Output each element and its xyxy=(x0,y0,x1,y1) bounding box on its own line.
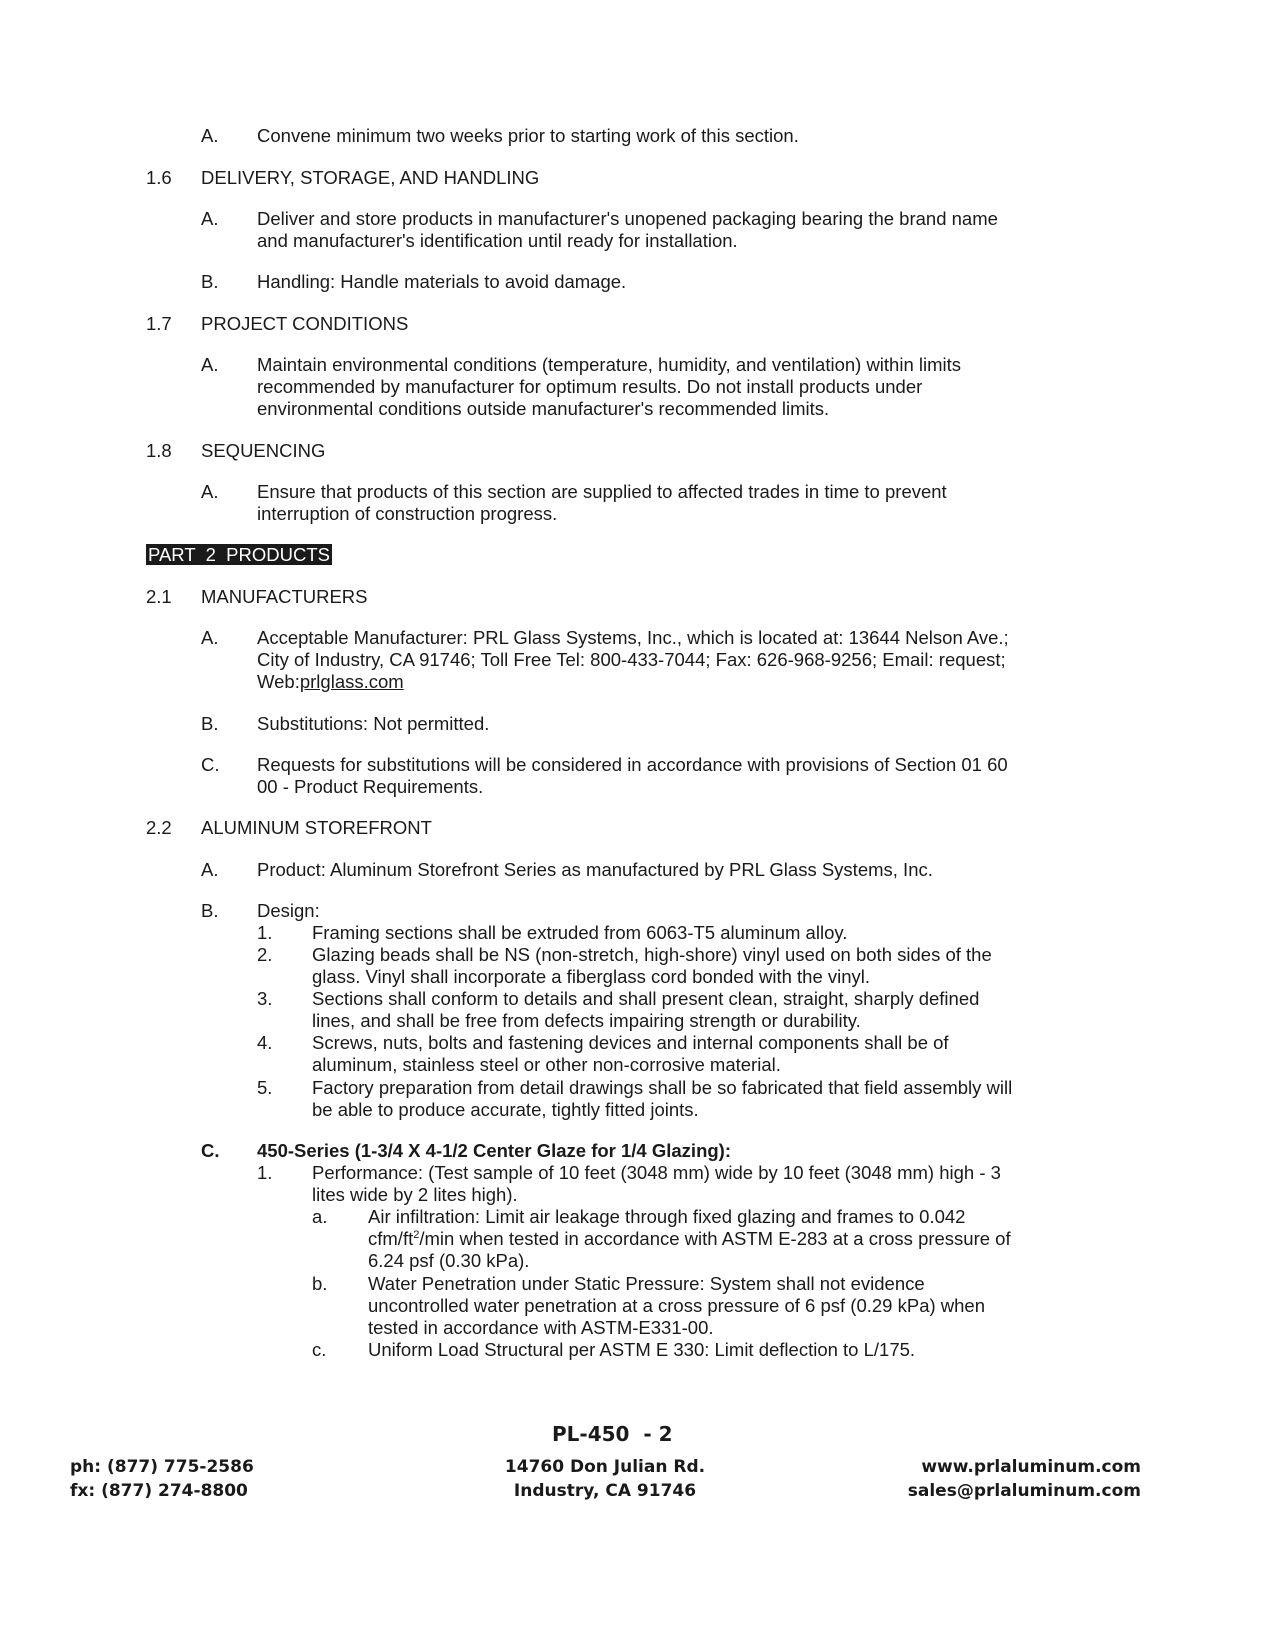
item-label: C. xyxy=(201,754,220,775)
sublist-letter: a. xyxy=(312,1206,328,1227)
item-label: A. xyxy=(201,354,219,375)
item-text: Acceptable Manufacturer: PRL Glass Systems, Inc., which is located at: 13644 Nelson Ave.; xyxy=(257,627,1009,648)
item-label: A. xyxy=(201,627,219,648)
item-label: B. xyxy=(201,900,219,921)
page-number: PL-450 - 2 xyxy=(552,1422,673,1446)
superscript: 2 xyxy=(413,1228,420,1241)
section-number: 1.6 xyxy=(146,167,172,188)
section-title: SEQUENCING xyxy=(201,440,326,461)
footer-fax: fx: (877) 274-8800 xyxy=(70,1481,248,1501)
item-text: City of Industry, CA 91746; Toll Free Tel: 800-433-7044; Fax: 626-968-9256; Email: request; xyxy=(257,649,1006,670)
unit-text: cfm/ft xyxy=(368,1228,414,1249)
list-item: Performance: (Test sample of 10 feet (3048 mm) wide by 10 feet (3048 mm) high - 3 xyxy=(312,1162,1001,1183)
sublist-letter: c. xyxy=(312,1339,327,1360)
sublist-item: 6.24 psf (0.30 kPa). xyxy=(368,1250,530,1271)
item-text: environmental conditions outside manufacturer's recommended limits. xyxy=(257,398,830,419)
footer-address-line1: 14760 Don Julian Rd. xyxy=(504,1457,706,1477)
section-number: 1.7 xyxy=(146,313,172,334)
list-number: 2. xyxy=(257,944,273,965)
list-number: 1. xyxy=(257,1162,273,1183)
list-item: Glazing beads shall be NS (non-stretch, high-shore) vinyl used on both sides of the xyxy=(312,944,992,965)
item-label: A. xyxy=(201,125,219,146)
item-text: Product: Aluminum Storefront Series as manufactured by PRL Glass Systems, Inc. xyxy=(257,859,933,880)
item-label: B. xyxy=(201,271,219,292)
list-item: Sections shall conform to details and shall present clean, straight, sharply defined xyxy=(312,988,980,1009)
section-number: 2.2 xyxy=(146,817,172,838)
unit-text-rest: /min when tested in accordance with ASTM E-283 at a cross pressure of xyxy=(419,1228,1011,1249)
item-text: 00 - Product Requirements. xyxy=(257,776,484,797)
list-item: aluminum, stainless steel or other non-corrosive material. xyxy=(312,1054,781,1075)
list-item: lites wide by 2 lites high). xyxy=(312,1184,518,1205)
list-item: Factory preparation from detail drawings shall be so fabricated that field assembly will xyxy=(312,1077,1013,1098)
sublist-item: uncontrolled water penetration at a cross pressure of 6 psf (0.29 kPa) when xyxy=(368,1295,986,1316)
footer-email[interactable]: sales@prlaluminum.com xyxy=(907,1481,1141,1501)
item-text: Substitutions: Not permitted. xyxy=(257,713,490,734)
item-text: Convene minimum two weeks prior to starting work of this section. xyxy=(257,125,799,146)
item-label: A. xyxy=(201,859,219,880)
sublist-item: Uniform Load Structural per ASTM E 330: Limit deflection to L/175. xyxy=(368,1339,916,1360)
list-item: be able to produce accurate, tightly fitted joints. xyxy=(312,1099,699,1120)
list-number: 3. xyxy=(257,988,273,1009)
list-number: 4. xyxy=(257,1032,273,1053)
part-heading-text: PART 2 PRODUCTS xyxy=(148,544,330,565)
item-text: and manufacturer's identification until ready for installation. xyxy=(257,230,738,251)
item-label: A. xyxy=(201,208,219,229)
item-text: interruption of construction progress. xyxy=(257,503,558,524)
sublist-letter: b. xyxy=(312,1273,328,1294)
sublist-item: Air infiltration: Limit air leakage through fixed glazing and frames to 0.042 xyxy=(368,1206,966,1227)
list-item: Framing sections shall be extruded from 6063-T5 aluminum alloy. xyxy=(312,922,848,943)
footer-address-line2: Industry, CA 91746 xyxy=(513,1481,697,1501)
item-label: B. xyxy=(201,713,219,734)
subsection-title: 450-Series (1-3/4 X 4-1/2 Center Glaze for 1/4 Glazing): xyxy=(257,1140,731,1161)
item-text xyxy=(257,670,404,693)
part-heading xyxy=(146,543,332,566)
section-title: MANUFACTURERS xyxy=(201,586,368,607)
section-number: 1.8 xyxy=(146,440,172,461)
list-item: Screws, nuts, bolts and fastening devices and internal components shall be of xyxy=(312,1032,949,1053)
item-text: recommended by manufacturer for optimum results. Do not install products under xyxy=(257,376,923,397)
item-text: Handling: Handle materials to avoid damage. xyxy=(257,271,627,292)
item-text: Deliver and store products in manufacturer's unopened packaging bearing the brand name xyxy=(257,208,998,229)
list-item: lines, and shall be free from defects impairing strength or durability. xyxy=(312,1010,861,1031)
sublist-item: tested in accordance with ASTM-E331-00. xyxy=(368,1317,714,1338)
sublist-item: Water Penetration under Static Pressure: System shall not evidence xyxy=(368,1273,925,1294)
footer-website[interactable]: www.prlaluminum.com xyxy=(921,1457,1141,1477)
item-text: Ensure that products of this section are supplied to affected trades in time to prevent xyxy=(257,481,947,502)
list-number: 1. xyxy=(257,922,273,943)
section-title: DELIVERY, STORAGE, AND HANDLING xyxy=(201,167,540,188)
web-prefix: Web: xyxy=(257,671,300,692)
section-title: PROJECT CONDITIONS xyxy=(201,313,409,334)
section-title: ALUMINUM STOREFRONT xyxy=(201,817,432,838)
footer-phone: ph: (877) 775-2586 xyxy=(70,1457,254,1477)
section-number: 2.1 xyxy=(146,586,172,607)
website-link[interactable]: prlglass.com xyxy=(299,671,404,692)
list-item: glass. Vinyl shall incorporate a fiberglass cord bonded with the vinyl. xyxy=(312,966,871,987)
item-text: Requests for substitutions will be considered in accordance with provisions of Section 01 60 xyxy=(257,754,1008,775)
item-text: Design: xyxy=(257,900,320,921)
item-text: Maintain environmental conditions (temperature, humidity, and ventilation) within limits xyxy=(257,354,962,375)
list-number: 5. xyxy=(257,1077,273,1098)
sublist-item xyxy=(368,1227,1011,1250)
item-label: C. xyxy=(201,1140,220,1161)
item-label: A. xyxy=(201,481,219,502)
